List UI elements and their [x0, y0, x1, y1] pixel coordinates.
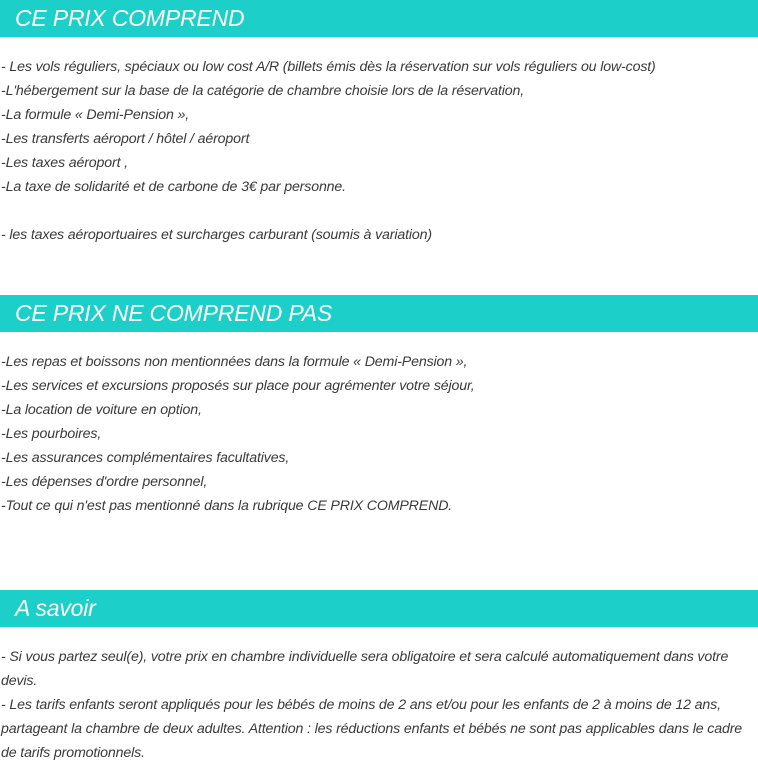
list-item: - les taxes aéroportuaires et surcharges carburant (soumis à variation): [1, 227, 432, 243]
list-ne-comprend: [0, 350, 758, 518]
section-header-savoir: [0, 590, 758, 627]
section-ce-prix-comprend: [0, 0, 758, 247]
section-title-ne-comprend: CE PRIX NE COMPREND PAS: [15, 300, 333, 326]
section-ce-prix-ne-comprend-pas: [0, 295, 758, 518]
list-item: -Les dépenses d'ordre personnel,: [1, 474, 208, 490]
section-header-ne-comprend: [0, 295, 758, 332]
list-item: -La taxe de solidarité et de carbone de 3€ par personne.: [1, 179, 346, 195]
list-comprend: [0, 55, 758, 247]
paragraph: - Les tarifs enfants seront appliqués pour les bébés de moins de 2 ans et/ou pour les enfants de 2 à moins de 12 ans, partageant la chambre de deux adultes. Attention : les réductions enfants et bébés ne sont pas applicables dans le cadre de tarifs promotionnels.: [1, 697, 743, 761]
list-item: -La formule « Demi-Pension »,: [1, 107, 190, 123]
list-spacer: [1, 199, 752, 223]
list-item: -Les services et excursions proposés sur place pour agrémenter votre séjour,: [1, 378, 475, 394]
paragraph: - Si vous partez seul(e), votre prix en chambre individuelle sera obligatoire et sera calculé automatiquement dans votre devis.: [1, 649, 729, 689]
section-header-comprend: [0, 0, 758, 37]
list-item: -Tout ce qui n'est pas mentionné dans la rubrique CE PRIX COMPREND.: [1, 498, 453, 514]
list-item: -Les taxes aéroport ,: [1, 155, 128, 171]
section-title-comprend: CE PRIX COMPREND: [15, 5, 245, 31]
list-item: -Les pourboires,: [1, 426, 102, 442]
section-title-savoir: A savoir: [15, 595, 96, 621]
list-item: -Les repas et boissons non mentionnées dans la formule « Demi-Pension »,: [1, 354, 468, 370]
list-item: - Les vols réguliers, spéciaux ou low cost A/R (billets émis dès la réservation sur vols réguliers ou low-cost): [1, 59, 656, 75]
list-item: -L'hébergement sur la base de la catégorie de chambre choisie lors de la réservation,: [1, 83, 525, 99]
section-a-savoir: [0, 590, 758, 765]
list-savoir: [0, 645, 758, 765]
list-item: -La location de voiture en option,: [1, 402, 202, 418]
list-item: -Les assurances complémentaires facultatives,: [1, 450, 290, 466]
list-item: -Les transferts aéroport / hôtel / aéroport: [1, 131, 250, 147]
